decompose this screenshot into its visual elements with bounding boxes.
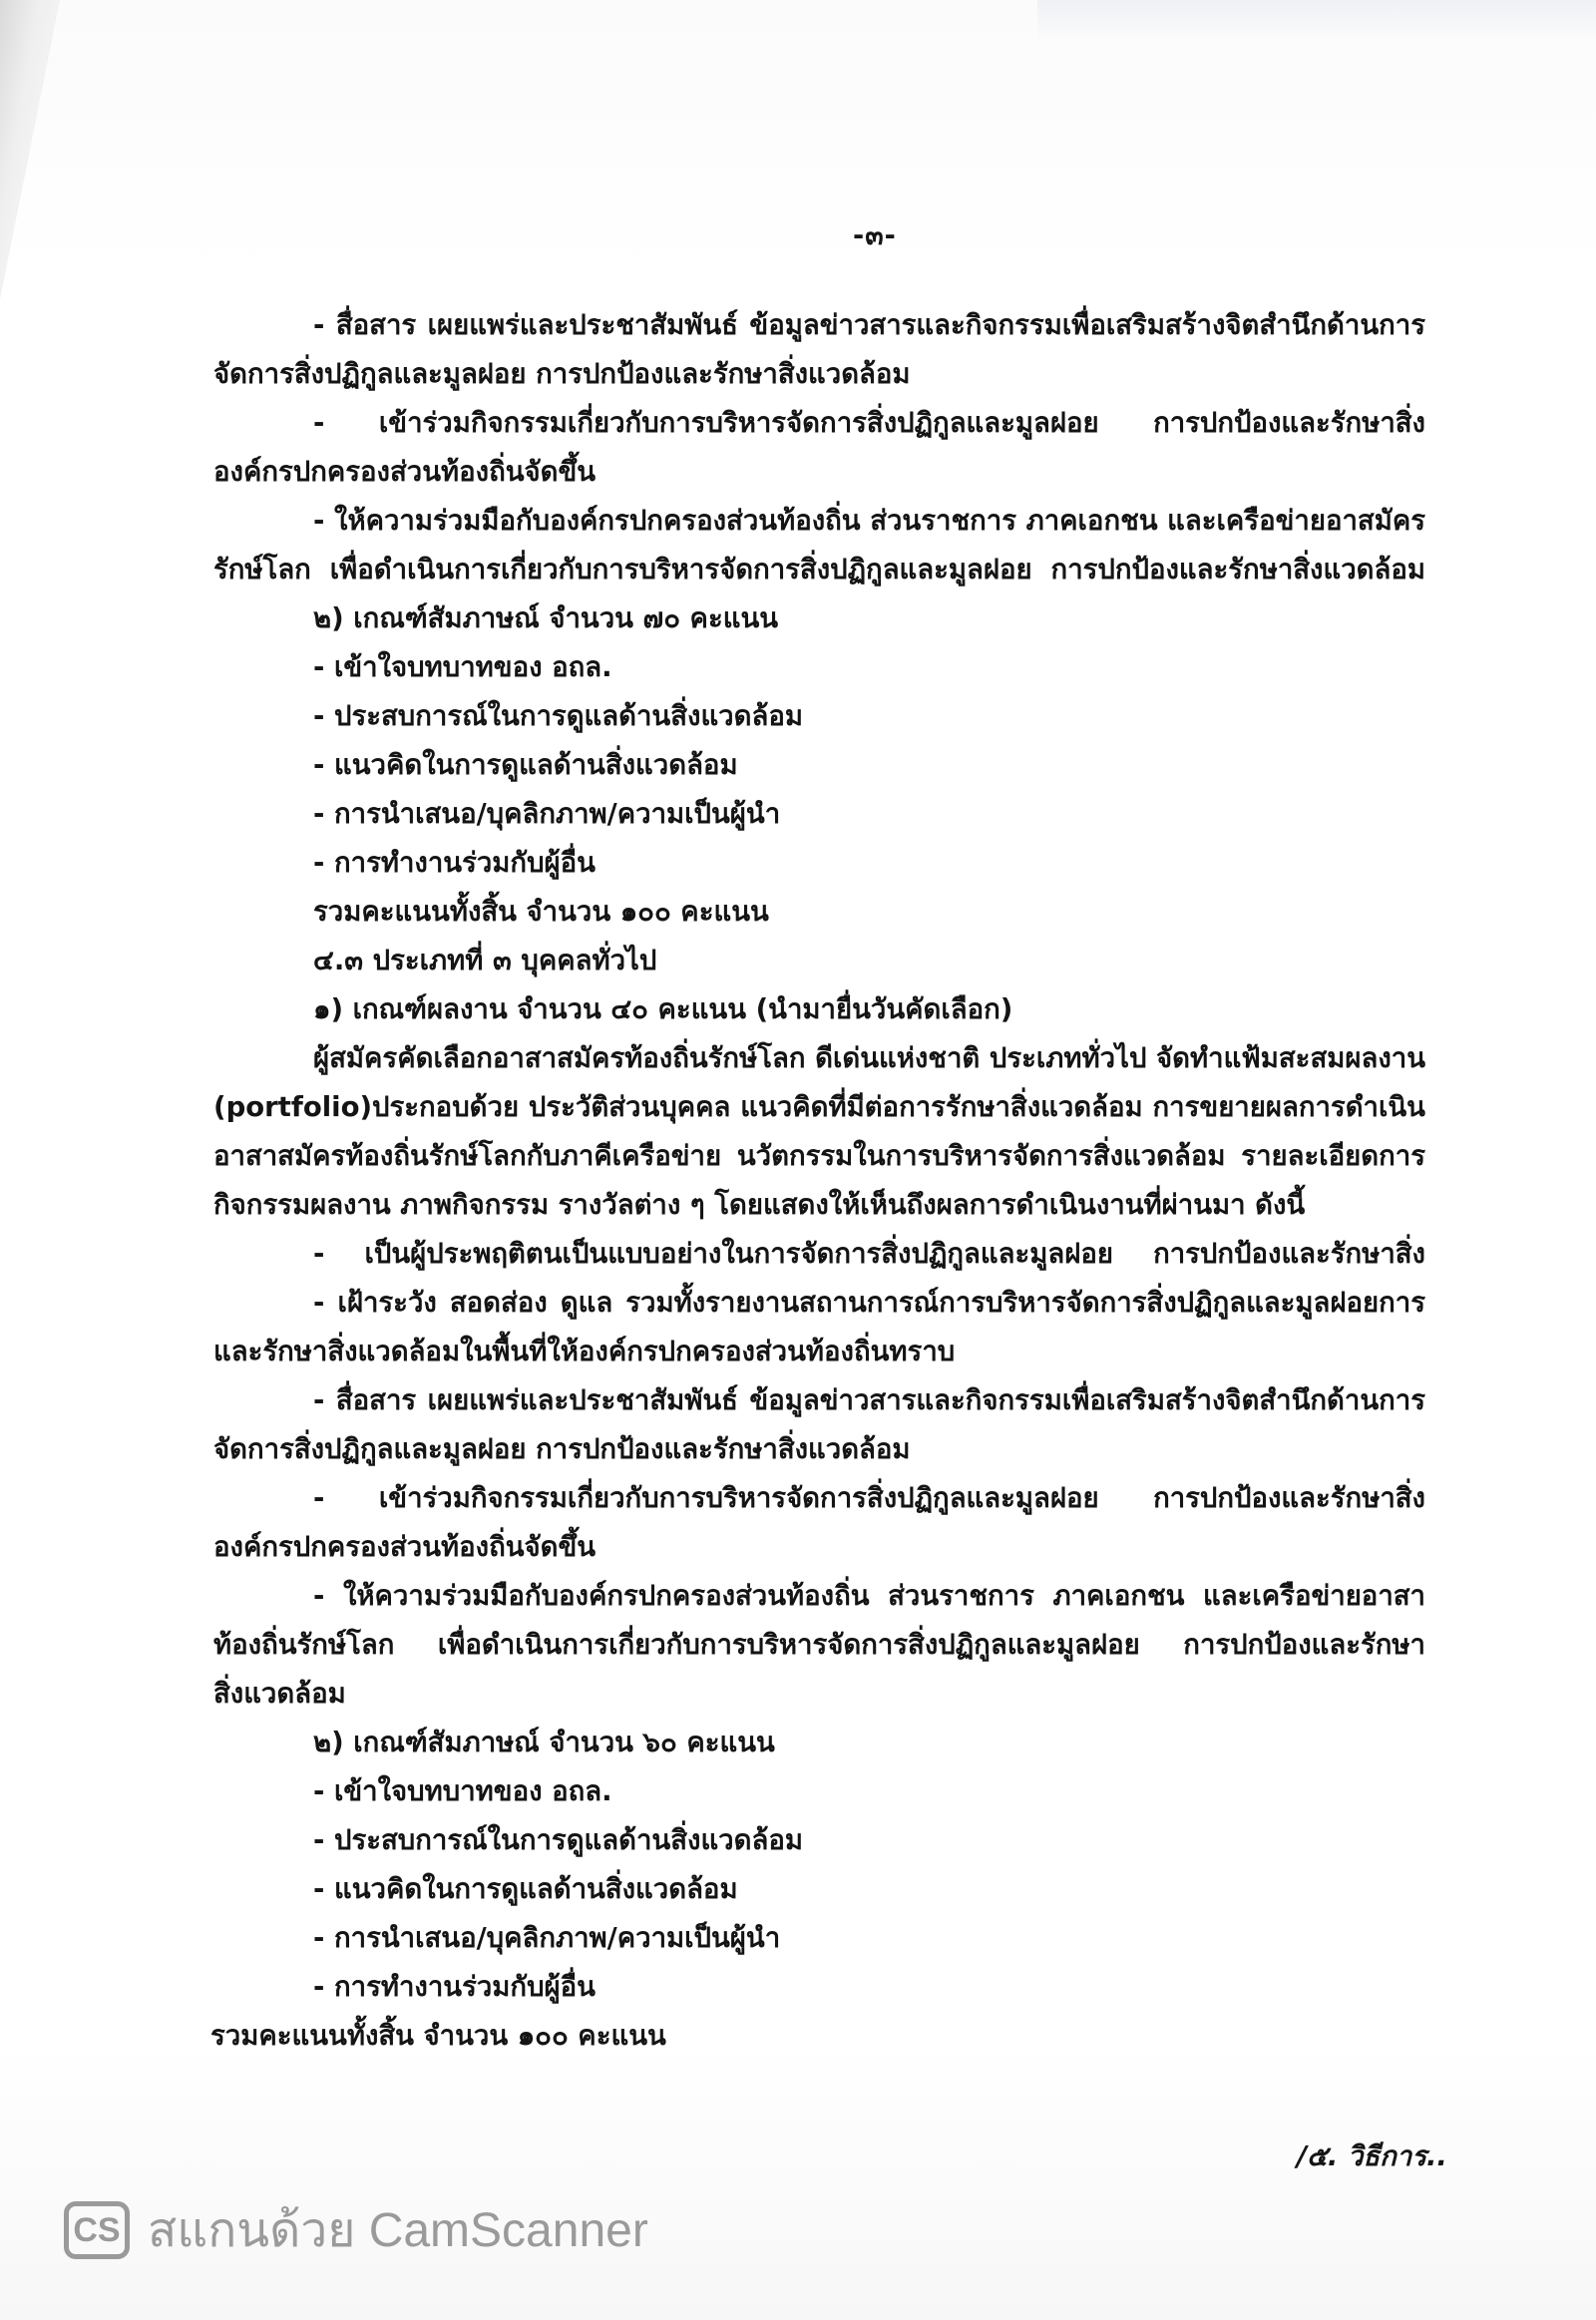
document-line: กิจกรรมผลงาน ภาพกิจกรรม รางวัลต่าง ๆ โดยแสดงให้เห็นถึงผลการดำเนินงานที่ผ่านมา ดังนี้ <box>213 1189 1306 1221</box>
document-line: ผู้สมัครคัดเลือกอาสาสมัครท้องถิ่นรักษ์โลก ดีเด่นแห่งชาติ ประเภททั่วไป จัดทำแฟ้มสะสมผลงาน <box>313 1042 1425 1074</box>
folded-corner-shadow <box>0 0 60 299</box>
document-line: - สื่อสาร เผยแพร่และประชาสัมพันธ์ ข้อมูลข่าวสารและกิจกรรมเพื่อเสริมสร้างจิตสำนึกด้านการ <box>313 1384 1425 1416</box>
document-line: (portfolio)ประกอบด้วย ประวัติส่วนบุคคล แนวคิดที่มีต่อการรักษาสิ่งแวดล้อม การขยายผลการดำเนิน <box>213 1091 1425 1123</box>
document-line: ท้องถิ่นรักษ์โลก เพื่อดำเนินการเกี่ยวกับการบริหารจัดการสิ่งปฏิกูลและมูลฝอย การปกป้องและรักษา <box>213 1629 1425 1661</box>
document-line: - แนวคิดในการดูแลด้านสิ่งแวดล้อม <box>313 749 738 781</box>
document-line: ๑) เกณฑ์ผลงาน จำนวน ๔๐ คะแนน (นำมายื่นวันคัดเลือก) <box>313 993 1013 1025</box>
document-line: - เข้าใจบทบาทของ อถล. <box>313 651 612 683</box>
document-line: - ประสบการณ์ในการดูแลด้านสิ่งแวดล้อม <box>313 700 803 732</box>
document-line: ๒) เกณฑ์สัมภาษณ์ จำนวน ๖๐ คะแนน <box>313 1727 775 1758</box>
document-line: - เข้าร่วมกิจกรรมเกี่ยวกับการบริหารจัดการสิ่งปฏิกูลและมูลฝอย การปกป้องและรักษาสิ่ง <box>313 407 1425 439</box>
document-line: ๔.๓ ประเภทที่ ๓ บุคคลทั่วไป <box>313 945 657 976</box>
document-line: - การนำเสนอ/บุคลิกภาพ/ความเป็นผู้นำ <box>313 798 781 830</box>
document-line: - การนำเสนอ/บุคลิกภาพ/ความเป็นผู้นำ <box>313 1922 781 1954</box>
document-line: จัดการสิ่งปฏิกูลและมูลฝอย การปกป้องและรักษาสิ่งแวดล้อม <box>213 358 911 390</box>
document-line: รวมคะแนนทั้งสิ้น จำนวน ๑๐๐ คะแนน <box>313 896 769 928</box>
document-line: - การทำงานร่วมกับผู้อื่น <box>313 1971 596 2003</box>
page-number: -๓- <box>853 220 897 251</box>
document-line: - แนวคิดในการดูแลด้านสิ่งแวดล้อม <box>313 1873 738 1905</box>
continuation-marker: /๕. วิธีการ.. <box>1297 2140 1447 2172</box>
document-line: - ให้ความร่วมมือกับองค์กรปกครองส่วนท้องถิ่น ส่วนราชการ ภาคเอกชน และเครือข่ายอาสา <box>313 1580 1425 1612</box>
scan-edge-patch <box>1037 0 1596 40</box>
document-line: และรักษาสิ่งแวดล้อมในพื้นที่ให้องค์กรปกครองส่วนท้องถิ่นทราบ <box>213 1336 956 1367</box>
document-line: รักษ์โลก เพื่อดำเนินการเกี่ยวกับการบริหารจัดการสิ่งปฏิกูลและมูลฝอย การปกป้องและรักษาสิ่งแวดล้อม <box>213 554 1425 585</box>
document-line: สิ่งแวดล้อม <box>213 1678 346 1710</box>
watermark-text: สแกนด้วย CamScanner <box>148 2204 648 2257</box>
document-line: - เป็นผู้ประพฤติตนเป็นแบบอย่างในการจัดการสิ่งปฏิกูลและมูลฝอย การปกป้องและรักษาสิ่ง <box>313 1238 1425 1270</box>
document-line: - เฝ้าระวัง สอดส่อง ดูแล รวมทั้งรายงานสถานการณ์การบริหารจัดการสิ่งปฏิกูลและมูลฝอยการ <box>313 1287 1425 1319</box>
document-line: - เข้าร่วมกิจกรรมเกี่ยวกับการบริหารจัดการสิ่งปฏิกูลและมูลฝอย การปกป้องและรักษาสิ่ง <box>313 1482 1425 1514</box>
document-line: องค์กรปกครองส่วนท้องถิ่นจัดขึ้น <box>213 1531 597 1563</box>
document-line: - ประสบการณ์ในการดูแลด้านสิ่งแวดล้อม <box>313 1824 803 1856</box>
document-line: จัดการสิ่งปฏิกูลและมูลฝอย การปกป้องและรักษาสิ่งแวดล้อม <box>213 1433 911 1465</box>
camscanner-watermark <box>64 2192 648 2268</box>
document-body <box>210 301 1425 2061</box>
document-line: รวมคะแนนทั้งสิ้น จำนวน ๑๐๐ คะแนน <box>210 2020 666 2052</box>
document-line: องค์กรปกครองส่วนท้องถิ่นจัดขึ้น <box>213 456 597 488</box>
document-line: อาสาสมัครท้องถิ่นรักษ์โลกกับภาคีเครือข่าย นวัตกรรมในการบริหารจัดการสิ่งแวดล้อม รายละเอียดการ <box>213 1140 1425 1172</box>
camscanner-logo-icon: CS <box>64 2201 130 2259</box>
document-line: - ให้ความร่วมมือกับองค์กรปกครองส่วนท้องถิ่น ส่วนราชการ ภาคเอกชน และเครือข่ายอาสมัคร <box>313 505 1425 537</box>
document-line: - สื่อสาร เผยแพร่และประชาสัมพันธ์ ข้อมูลข่าวสารและกิจกรรมเพื่อเสริมสร้างจิตสำนึกด้านการ <box>313 309 1425 341</box>
document-line: - การทำงานร่วมกับผู้อื่น <box>313 847 596 879</box>
document-line: ๒) เกณฑ์สัมภาษณ์ จำนวน ๗๐ คะแนน <box>313 602 779 634</box>
document-line: - เข้าใจบทบาทของ อถล. <box>313 1775 612 1807</box>
